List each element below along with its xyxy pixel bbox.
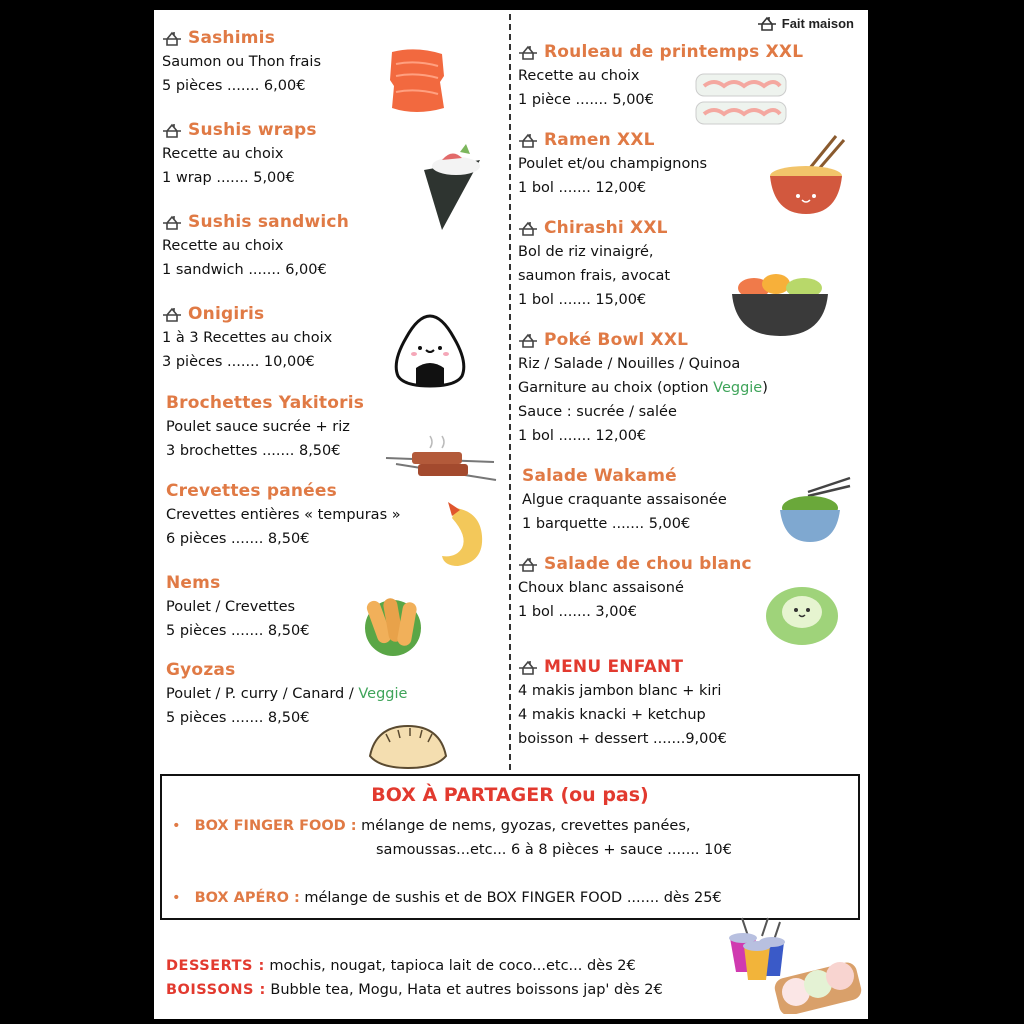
house-icon <box>518 555 538 573</box>
menu-item-sushis-sandwich <box>162 210 349 282</box>
menu-item-sushis-wraps <box>162 118 317 190</box>
footer-boissons <box>166 982 663 998</box>
item-price: 5 pièces ....... 8,50€ <box>166 623 310 639</box>
menu-item-crevettes-panees <box>166 479 401 551</box>
gyoza-image <box>366 722 450 770</box>
house-icon <box>518 219 538 237</box>
house-icon <box>518 331 538 349</box>
menu-item-salade-chou-blanc <box>518 552 752 624</box>
item-title: Rouleau de printemps XXL <box>544 42 804 62</box>
menu-item-onigiris <box>162 302 332 374</box>
desserts-key: DESSERTS : <box>166 958 265 974</box>
item-desc: Garniture au choix (option Veggie) <box>518 380 768 396</box>
item-title: Gyozas <box>166 660 236 680</box>
menu-item-brochettes-yakitoris <box>166 391 364 463</box>
item-price: 1 bol ....... 12,00€ <box>518 180 647 196</box>
house-icon <box>162 29 182 47</box>
box-item-finger-food <box>172 818 691 834</box>
house-icon <box>757 14 777 32</box>
box-key: BOX APÉRO : <box>194 890 300 906</box>
item-desc: Poulet et/ou champignons <box>518 156 708 172</box>
box-text: mélange de sushis et de BOX FINGER FOOD ....... dès 25€ <box>304 890 722 906</box>
box-item-apero <box>172 890 722 906</box>
box-title: BOX À PARTAGER (ou pas) <box>371 784 649 806</box>
house-icon <box>518 658 538 676</box>
item-title: Crevettes panées <box>166 481 337 501</box>
tempura-shrimp-image <box>438 500 490 570</box>
item-desc: Sauce : sucrée / salée <box>518 404 677 420</box>
spring-rolls-image <box>358 590 428 660</box>
box-item-finger-food-cont: samoussas...etc... 6 à 8 pièces + sauce ....... 10€ <box>376 842 732 858</box>
legend-label: Fait maison <box>781 15 854 31</box>
menu-item-chirashi <box>518 216 670 312</box>
item-price: 1 pièce ....... 5,00€ <box>518 92 654 108</box>
temaki-wrap-image <box>422 140 484 232</box>
item-desc: Poulet sauce sucrée + riz <box>166 419 350 435</box>
item-price: 1 barquette ....... 5,00€ <box>522 516 691 532</box>
fresh-spring-rolls-image <box>694 72 788 128</box>
item-desc: Algue craquante assaisonée <box>522 492 727 508</box>
box-text: mélange de nems, gyozas, crevettes panées, <box>361 818 691 834</box>
item-price: 1 wrap ....... 5,00€ <box>162 170 295 186</box>
item-title: Poké Bowl XXL <box>544 330 689 350</box>
veggie-label: Veggie <box>713 380 763 396</box>
item-desc: saumon frais, avocat <box>518 268 671 284</box>
item-desc: Poulet / P. curry / Canard / Veggie <box>166 686 408 702</box>
item-desc: Recette au choix <box>162 146 284 162</box>
item-title: MENU ENFANT <box>544 657 684 677</box>
item-desc: Poulet / Crevettes <box>166 599 296 615</box>
box-key: BOX FINGER FOOD : <box>194 818 357 834</box>
menu-item-ramen <box>518 128 707 200</box>
item-desc: 1 à 3 Recettes au choix <box>162 330 333 346</box>
item-desc: Choux blanc assaisoné <box>518 580 684 596</box>
menu-item-sashimis <box>162 26 321 98</box>
item-desc: Saumon ou Thon frais <box>162 54 321 70</box>
menu-item-menu-enfant <box>518 655 727 751</box>
item-title: Salade Wakamé <box>522 466 677 486</box>
ramen-bowl-image <box>766 134 846 218</box>
item-title: Onigiris <box>188 304 265 324</box>
item-desc: Bol de riz vinaigré, <box>518 244 654 260</box>
item-price: 5 pièces ....... 6,00€ <box>162 78 306 94</box>
item-desc: 4 makis jambon blanc + kiri <box>518 683 722 699</box>
veggie-label: Veggie <box>358 686 408 702</box>
house-icon <box>518 43 538 61</box>
menu-item-gyozas <box>166 658 407 730</box>
house-icon <box>518 131 538 149</box>
menu-item-nems <box>166 571 309 643</box>
homemade-legend <box>757 14 854 32</box>
item-price: 1 bol ....... 3,00€ <box>518 604 637 620</box>
item-price: 3 pièces ....... 10,00€ <box>162 354 315 370</box>
boissons-text: Bubble tea, Mogu, Hata et autres boissons jap' dès 2€ <box>270 982 663 998</box>
boissons-key: BOISSONS : <box>166 982 266 998</box>
onigiri-image <box>390 312 470 388</box>
item-title: Sushis sandwich <box>188 212 350 232</box>
menu-item-poke-bowl <box>518 328 768 448</box>
item-price: 1 sandwich ....... 6,00€ <box>162 262 327 278</box>
cabbage-image <box>764 584 840 646</box>
item-title: Sushis wraps <box>188 120 317 140</box>
column-divider <box>509 14 511 770</box>
item-desc: Crevettes entières « tempuras » <box>166 507 401 523</box>
house-icon <box>162 305 182 323</box>
menu-page <box>154 10 868 1019</box>
item-desc: Recette au choix <box>518 68 640 84</box>
item-title: Chirashi XXL <box>544 218 668 238</box>
item-desc: 4 makis knacki + ketchup <box>518 707 706 723</box>
item-price: 5 pièces ....... 8,50€ <box>166 710 310 726</box>
item-desc: Recette au choix <box>162 238 284 254</box>
item-title: Salade de chou blanc <box>544 554 752 574</box>
item-price: 1 bol ....... 15,00€ <box>518 292 647 308</box>
item-price: 1 bol ....... 12,00€ <box>518 428 647 444</box>
house-icon <box>162 121 182 139</box>
item-desc: Riz / Salade / Nouilles / Quinoa <box>518 356 741 372</box>
wakame-bowl-image <box>778 472 854 544</box>
desserts-text: mochis, nougat, tapioca lait de coco...etc... dès 2€ <box>269 958 636 974</box>
item-price: boisson + dessert .......9,00€ <box>518 731 727 747</box>
item-title: Nems <box>166 573 221 593</box>
bullet-icon: • <box>172 818 181 834</box>
mochi-image <box>772 956 864 1014</box>
salmon-sashimi-image <box>386 46 448 116</box>
bullet-icon: • <box>172 890 181 906</box>
item-title: Brochettes Yakitoris <box>166 393 365 413</box>
item-title: Ramen XXL <box>544 130 655 150</box>
menu-item-salade-wakame <box>522 464 727 536</box>
footer-desserts <box>166 958 636 974</box>
box-a-partager <box>160 774 860 920</box>
item-title: Sashimis <box>188 28 276 48</box>
item-price: 6 pièces ....... 8,50€ <box>166 531 310 547</box>
item-price: 3 brochettes ....... 8,50€ <box>166 443 341 459</box>
house-icon <box>162 213 182 231</box>
